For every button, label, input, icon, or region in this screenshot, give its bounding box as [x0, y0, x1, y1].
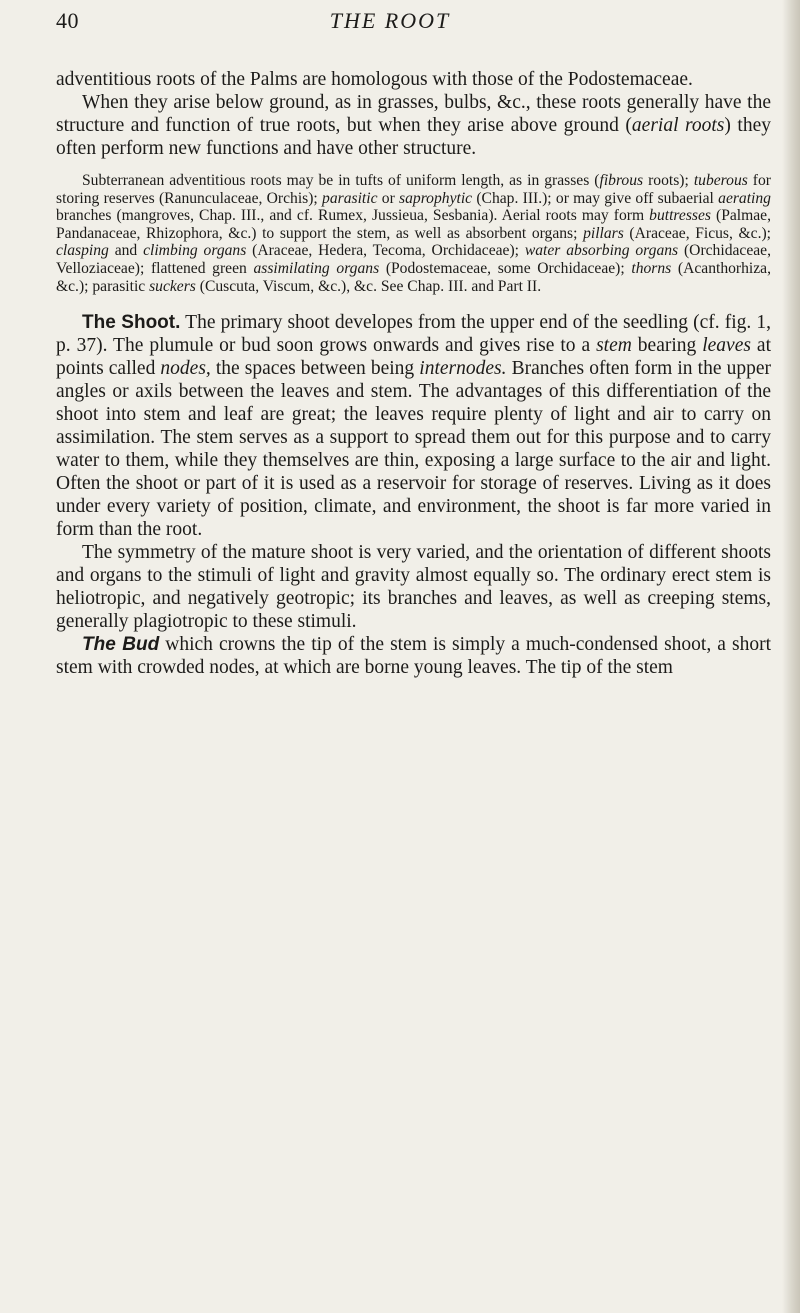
- note-text: (Araceae, Ficus, &c.);: [623, 224, 771, 242]
- paragraph-below-ground: [56, 91, 771, 160]
- term-saprophytic: saprophytic: [399, 189, 473, 207]
- term-stem: stem: [596, 335, 632, 357]
- term-fibrous: fibrous: [599, 172, 644, 189]
- section-heading-shoot: The Shoot.: [82, 312, 181, 334]
- paragraph-text: at points called: [56, 335, 771, 380]
- term-water-absorbing: water absorbing organs: [524, 242, 679, 260]
- paragraph-text: the spaces between being: [210, 358, 420, 380]
- note-text: or: [377, 189, 400, 207]
- running-title: THE ROOT: [329, 8, 451, 33]
- paragraph-text: When they arise below ground, as in grasses, bulbs, &c., these roots generally have the structure and function of true roots, but when they arise above ground (: [56, 92, 771, 136]
- paragraph-bud: [56, 633, 771, 679]
- note-text: (Cuscuta, Viscum, &c.), &c. See Chap. III. and Part II.: [195, 277, 542, 295]
- term-climbing-organs: climbing organs: [143, 242, 247, 260]
- term-leaves: leaves: [702, 335, 751, 357]
- note-text: (Chap. III.); or may give off subaerial: [472, 189, 719, 207]
- note-text: (Acanthorhiza, &c.); parasitic: [56, 259, 771, 295]
- term-parasitic: parasitic: [322, 189, 378, 207]
- note-text: branches (mangroves, Chap. III., and cf. Rumex, Jussieua, Sesbania). Aerial roots may form: [56, 207, 650, 225]
- page-number: 40: [56, 8, 79, 33]
- term-aerating: aerating: [718, 189, 771, 207]
- term-aerial-roots: aerial roots: [631, 115, 725, 136]
- body-text: [56, 68, 771, 679]
- note-text: Subterranean adventitious roots may be in tufts of uniform length, as in grasses (: [82, 172, 600, 189]
- note-text: for storing reserves (Ranunculaceae, Orchis);: [56, 172, 771, 207]
- term-clasping: clasping: [56, 242, 109, 260]
- term-thorns: thorns: [631, 259, 672, 277]
- paragraph-symmetry: [56, 541, 771, 633]
- paragraph-palms: [56, 68, 771, 91]
- paragraph-text: bearing: [631, 335, 703, 357]
- page-edge-shadow: [782, 0, 800, 1313]
- paragraph-text: ) they often perform new functions and have other structure.: [56, 115, 771, 159]
- paragraph-shoot: [56, 311, 771, 541]
- note-text: (Araceae, Hedera, Tecoma, Orchidaceae);: [246, 242, 525, 260]
- paragraph-text: The primary shoot developes from the upper end of the seedling (cf. fig. 1, p. 37). The plumule or bud soon grows onwards and gives rise to a: [56, 312, 771, 357]
- paragraph-text: Branches often form in the upper angles or axils between the leaves and stem. The advantages of this differentiation of the shoot into stem and leaf are great; the leaves require plenty of light and air to carry on assimilation. The stem serves as a support to spread them out for this purpose and to carry water to them, while they themselves are thin, exposing a large surface to the air and light. Often the shoot or part of it is used as a reservoir for storage of reserves. Living as it does under every variety of position, climate, and environment, the shoot is far more varied in form than the root.: [56, 358, 771, 541]
- paragraph-text: adventitious roots of the Palms are homologous with those of the Podostemaceae.: [56, 69, 693, 90]
- page-header: [0, 4, 800, 44]
- term-tuberous: tuberous: [693, 172, 748, 189]
- term-pillars: pillars: [583, 224, 624, 242]
- term-buttresses: buttresses: [649, 207, 711, 225]
- note-text: roots);: [643, 172, 694, 189]
- note-text: (Podostemaceae, some Orchidaceae);: [379, 259, 632, 277]
- note-text: and: [108, 242, 144, 260]
- paragraph-text: which crowns the tip of the stem is simply a much-condensed shoot, a short stem with crowded nodes, at which are borne young leaves. The tip of the stem: [56, 634, 771, 679]
- term-nodes: nodes,: [160, 358, 211, 380]
- note-adventitious-roots: [56, 172, 771, 295]
- note-text: (Palmae, Pandanaceae, Rhizophora, &c.) to support the stem, as well as absorbent organs;: [56, 207, 771, 242]
- note-text: (Orchidaceae, Velloziaceae); flattened green: [56, 242, 771, 277]
- term-assimilating: assimilating organs: [253, 259, 380, 277]
- term-suckers: suckers: [149, 277, 196, 295]
- paragraph-text: The symmetry of the mature shoot is very varied, and the orientation of different shoots and organs to the stimuli of light and gravity almost equally so. The ordinary erect stem is heliotropic, and negatively geotropic; its branches and leaves, as well as creeping stems, generally plagiotropic to these stimuli.: [56, 542, 771, 633]
- section-heading-bud: The Bud: [82, 634, 160, 656]
- term-internodes: internodes.: [419, 358, 507, 380]
